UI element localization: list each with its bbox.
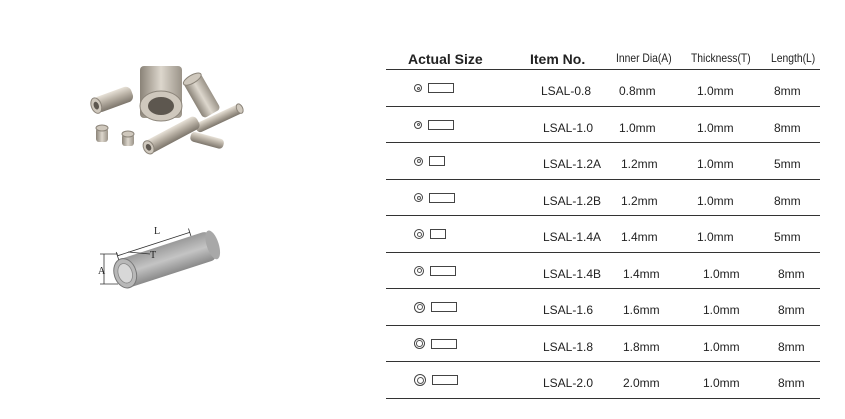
table-row [386, 143, 820, 180]
sleeve-bore-icon [417, 159, 421, 163]
length-label: L [154, 226, 161, 237]
thickness-cell: 1.0mm [697, 84, 734, 98]
table-row [386, 326, 820, 363]
length-cell: 8mm [778, 339, 805, 354]
sleeve-end-icon [414, 374, 426, 386]
actual-size-sleeve-icon [414, 188, 455, 208]
sleeve-bore-icon [416, 340, 423, 347]
thickness-cell: 1.0mm [697, 157, 734, 171]
sleeve-end-icon [414, 84, 422, 92]
thickness-cell: 1.0mm [697, 120, 734, 135]
item-no-cell: LSAL-2.0 [543, 376, 594, 390]
sleeve-side-icon [430, 266, 456, 276]
inner-dia-cell: 0.8mm [619, 84, 656, 98]
sleeve-side-icon [429, 193, 455, 203]
sleeve-bore-icon [417, 232, 422, 237]
inner-dia-cell: 1.4mm [623, 266, 660, 281]
sleeve-bore-icon [417, 377, 424, 384]
sleeve-bore-icon [417, 304, 423, 310]
item-no-cell: LSAL-1.4A [543, 230, 602, 244]
table-row [386, 70, 820, 107]
sleeve-side-icon [431, 302, 457, 312]
actual-size-sleeve-icon [414, 334, 457, 354]
actual-size-sleeve-icon [414, 261, 456, 281]
sleeve-side-icon [428, 83, 454, 93]
sleeve-bore-icon [417, 123, 420, 126]
item-no-cell: LSAL-1.8 [543, 339, 594, 354]
sleeve-end-icon [414, 121, 422, 129]
table-row [386, 253, 820, 290]
item-no-cell: LSAL-0.8 [541, 84, 592, 98]
diameter-label: A [98, 266, 106, 277]
inner-dia-cell: 1.2mm [621, 193, 658, 208]
item-no-cell: LSAL-1.4B [543, 266, 602, 281]
length-cell: 8mm [774, 84, 801, 98]
header-item-no: Item No. [530, 51, 586, 67]
table-row [386, 180, 820, 217]
actual-size-sleeve-icon [414, 115, 454, 135]
header-actual-size: Actual Size [408, 51, 483, 67]
thickness-cell: 1.0mm [703, 376, 740, 390]
sleeve-side-icon [429, 156, 445, 166]
sleeve-bore-icon [417, 87, 420, 90]
thickness-cell: 1.0mm [703, 303, 740, 317]
table-row [386, 216, 820, 253]
thickness-cell: 1.0mm [703, 266, 740, 281]
length-cell: 8mm [778, 303, 805, 317]
sleeve-bore-icon [417, 268, 422, 273]
table-body [386, 70, 820, 399]
item-no-cell: LSAL-1.0 [543, 120, 594, 135]
sleeve-side-icon [428, 120, 454, 130]
spec-table [386, 48, 820, 399]
inner-dia-cell: 1.8mm [623, 339, 660, 354]
table-header [386, 48, 820, 70]
sleeve-end-icon [414, 266, 424, 276]
table-row [386, 362, 820, 399]
sleeve-side-icon [431, 339, 457, 349]
thickness-label: T [150, 250, 157, 261]
thickness-cell: 1.0mm [697, 193, 734, 208]
thickness-cell: 1.0mm [703, 339, 740, 354]
thickness-cell: 1.0mm [697, 230, 734, 244]
inner-dia-cell: 1.0mm [619, 120, 656, 135]
sleeve-side-icon [432, 375, 458, 385]
length-cell: 8mm [778, 266, 805, 281]
actual-size-sleeve-icon [414, 297, 457, 317]
inner-dia-cell: 1.4mm [621, 230, 658, 244]
table-row [386, 289, 820, 326]
length-cell: 8mm [774, 193, 801, 208]
header-inner-dia: Inner Dia(A) [616, 51, 672, 65]
item-no-cell: LSAL-1.6 [543, 303, 594, 317]
header-thickness: Thickness(T) [691, 51, 751, 65]
sleeve-end-icon [414, 193, 423, 202]
actual-size-sleeve-icon [414, 224, 446, 244]
length-cell: 5mm [774, 230, 801, 244]
sleeve-side-icon [430, 229, 446, 239]
actual-size-sleeve-icon [414, 78, 454, 98]
actual-size-sleeve-icon [414, 151, 445, 171]
sleeve-bore-icon [417, 196, 421, 200]
inner-dia-cell: 1.2mm [621, 157, 658, 171]
product-photo [82, 62, 258, 166]
sleeve-dimension-diagram [96, 218, 226, 290]
sleeve-end-icon [414, 302, 425, 313]
table-row [386, 107, 820, 144]
length-cell: 8mm [774, 120, 801, 135]
length-cell: 5mm [774, 157, 801, 171]
header-length: Length(L) [771, 51, 816, 65]
sleeve-end-icon [414, 338, 425, 349]
actual-size-sleeve-icon [414, 370, 458, 390]
sleeve-end-icon [414, 229, 424, 239]
inner-dia-cell: 1.6mm [623, 303, 660, 317]
item-no-cell: LSAL-1.2B [543, 193, 602, 208]
inner-dia-cell: 2.0mm [623, 376, 660, 390]
item-no-cell: LSAL-1.2A [543, 157, 602, 171]
sleeve-end-icon [414, 157, 423, 166]
length-cell: 8mm [778, 376, 805, 390]
